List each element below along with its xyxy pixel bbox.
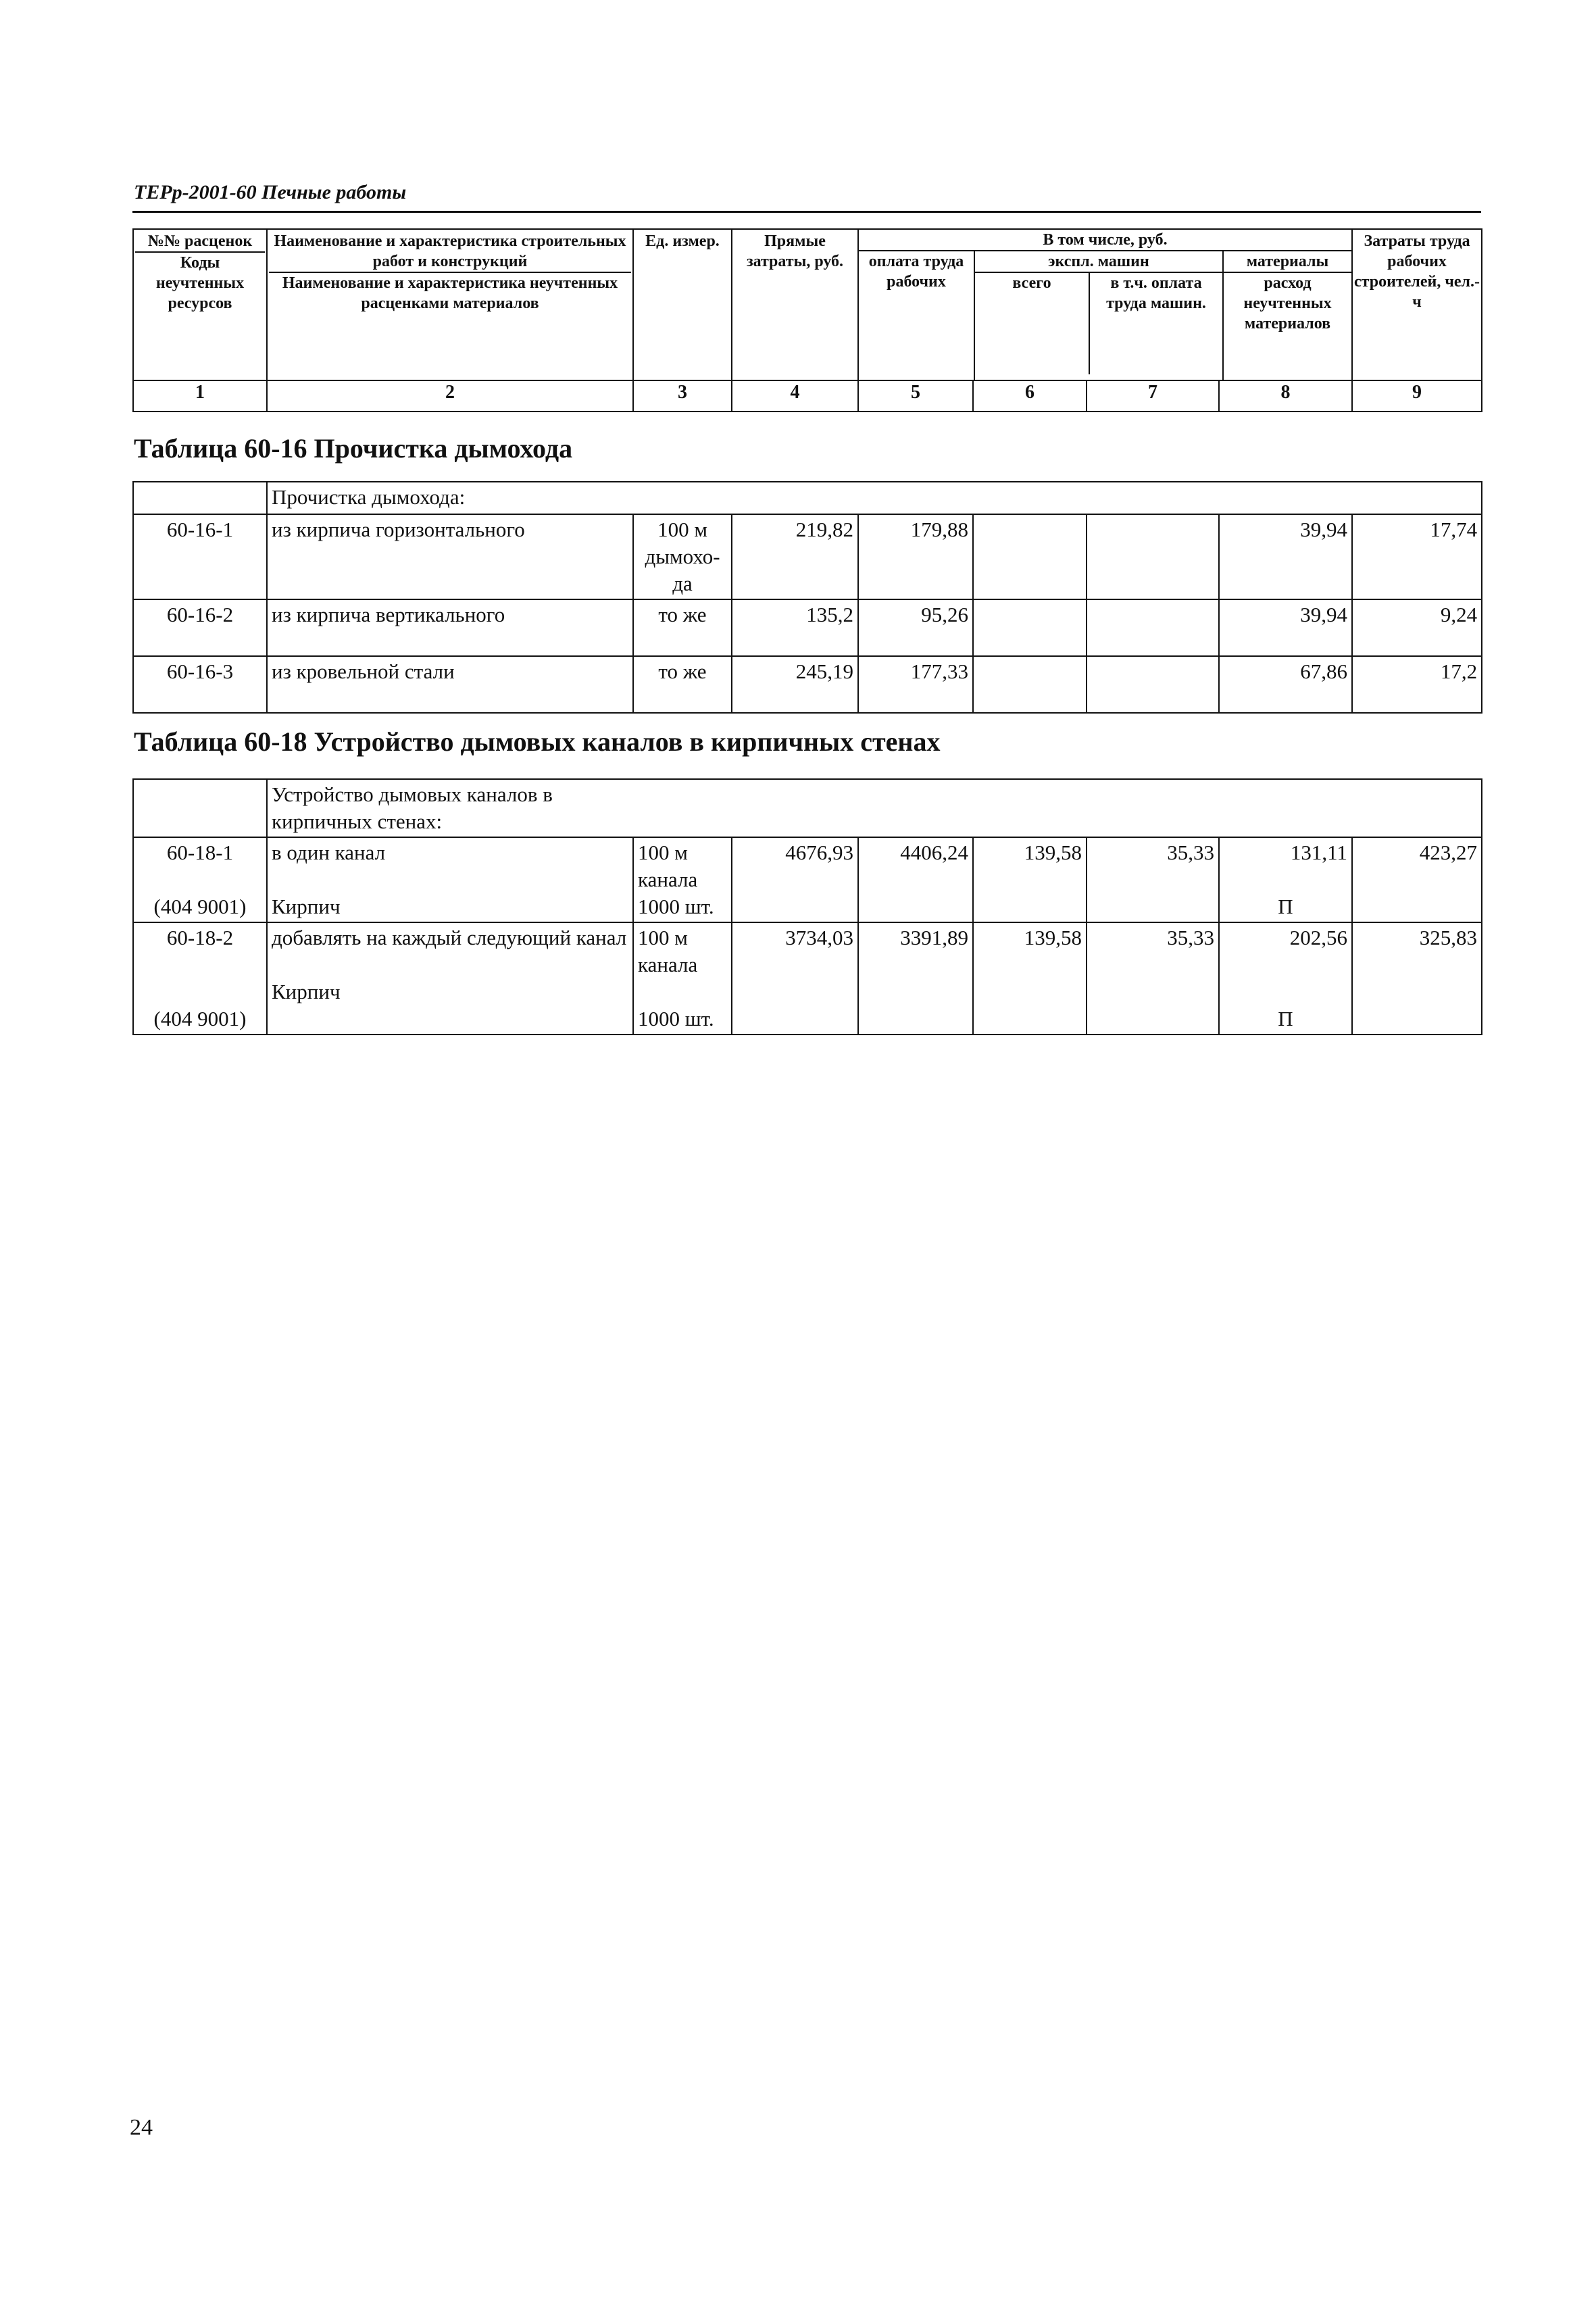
materials-value: 202,56 xyxy=(1289,926,1347,949)
materials xyxy=(1219,837,1352,922)
machines-labor xyxy=(1087,514,1219,599)
header-breakdown-title: В том числе, руб. xyxy=(859,230,1351,251)
rate-code xyxy=(133,922,267,1035)
machines-labor: 35,33 xyxy=(1087,922,1219,1035)
table-60-18-title: Таблица 60-18 Устройство дымовых каналов в кирпичных стенах xyxy=(134,726,941,757)
materials: 67,86 xyxy=(1219,656,1352,713)
header-machines xyxy=(975,251,1224,380)
header-machines-total: всего xyxy=(975,273,1090,374)
header-machines-title: экспл. машин xyxy=(975,251,1222,273)
resource-name: Кирпич xyxy=(272,895,341,918)
group-label-text: Устройство дымовых каналов в кирпичных стенах: xyxy=(272,782,553,833)
materials: 39,94 xyxy=(1219,514,1352,599)
labor-hours: 423,27 xyxy=(1352,837,1482,922)
unit-text: 100 м канала xyxy=(638,841,698,891)
running-header: ТЕРр-2001-60 Печные работы xyxy=(134,181,407,203)
header-code-top: №№ расценок xyxy=(135,231,265,253)
col-number: 9 xyxy=(1352,380,1482,412)
resource-code: (404 9001) xyxy=(153,1007,247,1030)
table-60-16 xyxy=(132,481,1482,714)
rate-code-text: 60-18-2 xyxy=(166,926,234,949)
table-60-16-title: Таблица 60-16 Прочистка дымохода xyxy=(134,433,573,464)
header-materials-unaccounted: расход неучтенных материалов xyxy=(1243,274,1332,332)
resource-code: (404 9001) xyxy=(153,895,247,918)
machines-labor: 35,33 xyxy=(1087,837,1219,922)
group-label: Прочистка дымохода: xyxy=(267,482,1482,514)
col-number: 1 xyxy=(133,380,267,412)
header-machines-labor: в т.ч. оплата труда машин. xyxy=(1106,274,1206,312)
header-code xyxy=(133,229,267,380)
work-name xyxy=(267,837,633,922)
machines-total xyxy=(973,514,1087,599)
work-name xyxy=(267,922,633,1035)
header-name xyxy=(267,229,633,380)
labor-hours: 17,74 xyxy=(1352,514,1482,599)
col-number: 7 xyxy=(1087,380,1219,412)
unit xyxy=(633,922,732,1035)
unit xyxy=(633,837,732,922)
table-row xyxy=(133,837,1482,922)
header-name-top: Наименование и характеристика строительных работ и конструкций xyxy=(269,231,631,273)
labor-hours: 17,2 xyxy=(1352,656,1482,713)
unit-text: 100 м канала xyxy=(638,926,698,976)
header-code-bottom: Коды неучтенных ресурсов xyxy=(155,254,245,312)
resource-material-mark: П xyxy=(1278,1007,1293,1030)
resource-material-mark: П xyxy=(1278,895,1293,918)
work-name: из кровельной стали xyxy=(267,656,633,713)
labor-pay: 95,26 xyxy=(858,599,973,656)
header-materials-title: материалы xyxy=(1224,251,1351,273)
unit: 100 м дымохо-да xyxy=(633,514,732,599)
header-rule xyxy=(132,211,1481,213)
machines-labor xyxy=(1087,656,1219,713)
rate-code: 60-16-2 xyxy=(133,599,267,656)
direct-costs: 3734,03 xyxy=(732,922,858,1035)
col-number: 2 xyxy=(267,380,633,412)
work-name-text: в один канал xyxy=(272,841,386,864)
table-row xyxy=(133,922,1482,1035)
col-number: 5 xyxy=(858,380,973,412)
labor-hours: 325,83 xyxy=(1352,922,1482,1035)
header-direct-costs: Прямые затраты, руб. xyxy=(732,229,858,380)
header-materials xyxy=(1224,251,1351,380)
work-name-text: добавлять на каждый следующий канал xyxy=(272,926,627,949)
table-row xyxy=(133,514,1482,599)
page-number: 24 xyxy=(130,2115,153,2140)
work-name: из кирпича вертикального xyxy=(267,599,633,656)
resource-unit: 1000 шт. xyxy=(638,895,714,918)
column-header-table xyxy=(132,228,1482,412)
rate-code xyxy=(133,837,267,922)
materials-value: 131,11 xyxy=(1290,841,1347,864)
group-code-cell xyxy=(133,482,267,514)
unit: то же xyxy=(633,599,732,656)
machines-total: 139,58 xyxy=(973,837,1087,922)
machines-total xyxy=(973,656,1087,713)
header-labor: оплата труда рабочих xyxy=(859,251,975,380)
machines-labor xyxy=(1087,599,1219,656)
direct-costs: 219,82 xyxy=(732,514,858,599)
group-label xyxy=(267,779,1482,837)
work-name: из кирпича горизонтального xyxy=(267,514,633,599)
unit: то же xyxy=(633,656,732,713)
table-60-18 xyxy=(132,778,1482,1035)
header-name-bottom: Наименование и характеристика неучтенных расценками материалов xyxy=(282,274,618,312)
materials: 39,94 xyxy=(1219,599,1352,656)
labor-pay: 3391,89 xyxy=(858,922,973,1035)
col-number: 8 xyxy=(1219,380,1352,412)
materials xyxy=(1219,922,1352,1035)
machines-total: 139,58 xyxy=(973,922,1087,1035)
labor-pay: 177,33 xyxy=(858,656,973,713)
rate-code-text: 60-18-1 xyxy=(166,841,234,864)
group-code-cell xyxy=(133,779,267,837)
labor-pay: 4406,24 xyxy=(858,837,973,922)
rate-code: 60-16-1 xyxy=(133,514,267,599)
rate-code: 60-16-3 xyxy=(133,656,267,713)
table-row xyxy=(133,656,1482,713)
labor-pay: 179,88 xyxy=(858,514,973,599)
col-number: 6 xyxy=(973,380,1087,412)
direct-costs: 135,2 xyxy=(732,599,858,656)
col-number: 3 xyxy=(633,380,732,412)
direct-costs: 245,19 xyxy=(732,656,858,713)
header-labor-hours: Затраты труда рабочих строителей, чел.-ч xyxy=(1352,229,1482,380)
header-breakdown xyxy=(858,229,1352,380)
resource-name: Кирпич xyxy=(272,980,341,1003)
machines-total xyxy=(973,599,1087,656)
table-row xyxy=(133,599,1482,656)
direct-costs: 4676,93 xyxy=(732,837,858,922)
labor-hours: 9,24 xyxy=(1352,599,1482,656)
col-number: 4 xyxy=(732,380,858,412)
header-unit: Ед. измер. xyxy=(633,229,732,380)
resource-unit: 1000 шт. xyxy=(638,1007,714,1030)
